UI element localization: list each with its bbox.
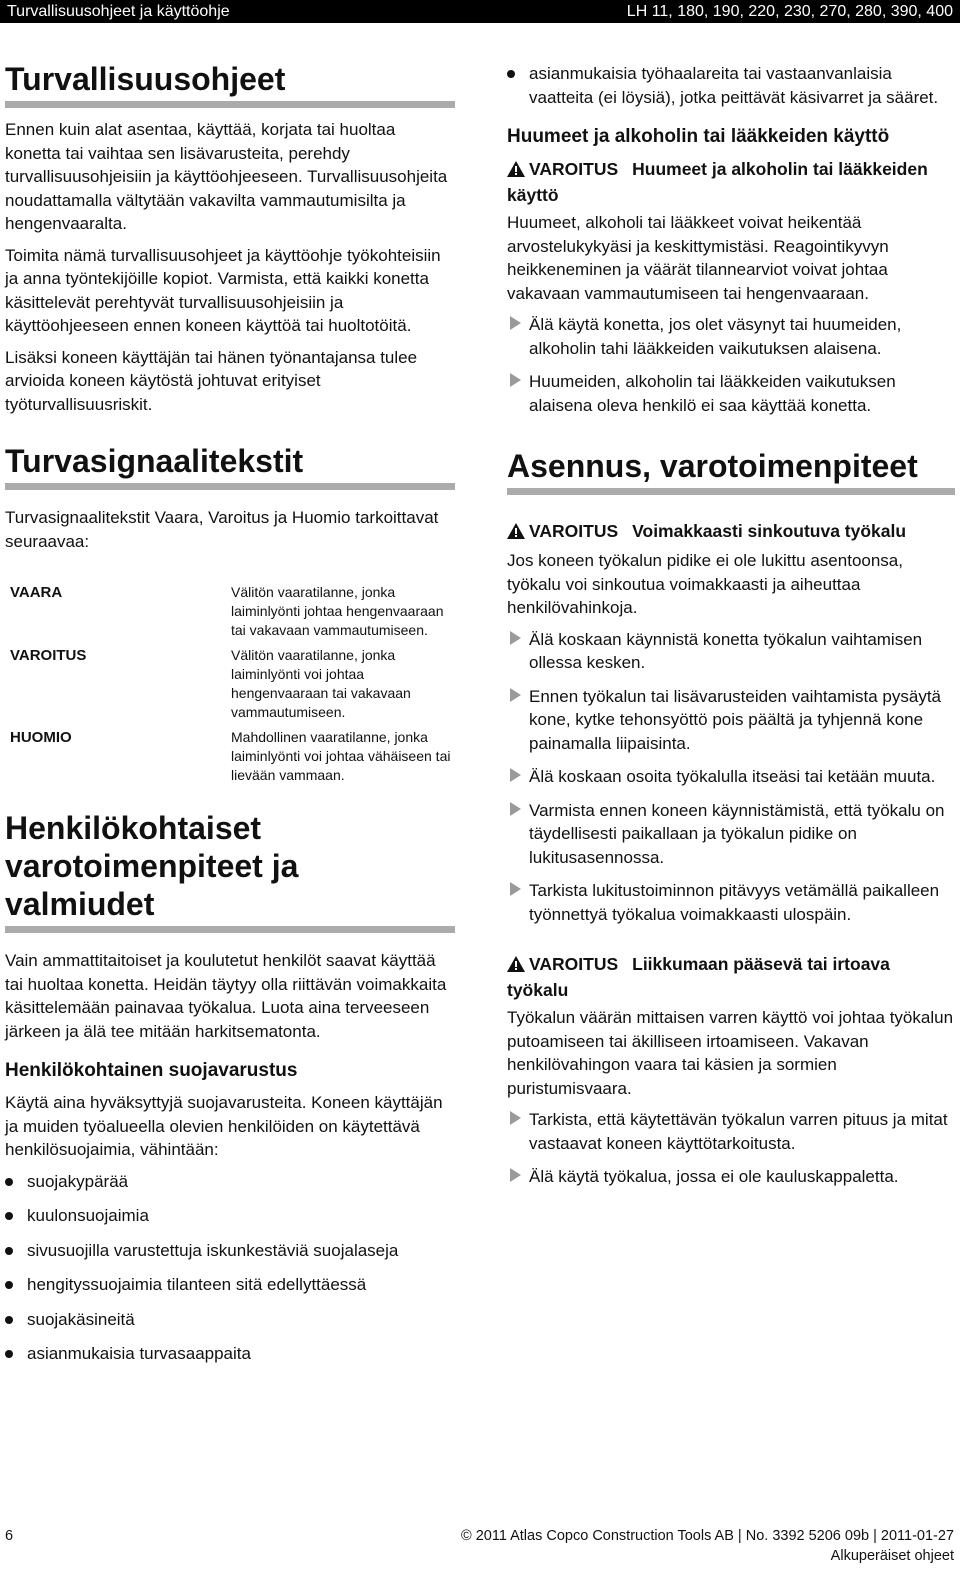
signal-section <box>5 442 455 490</box>
list-item: suojakypärää <box>5 1170 455 1194</box>
step-arrow-icon <box>510 1111 521 1125</box>
list-item: Tarkista lukitustoiminnon pitävyys vetämällä paikalleen työnnettyä työkalua voimakkaasti ulospäin. <box>507 879 955 926</box>
warning-triangle-icon <box>507 954 525 978</box>
heading-rule <box>5 101 455 108</box>
list-item: Tarkista, että käytettävän työkalun varren pituus ja mitat vastaavat koneen käyttötarkoitusta. <box>507 1108 955 1155</box>
step-arrow-icon <box>510 373 521 387</box>
drugs-heading: Huumeet ja alkoholin tai lääkkeiden käyttö <box>507 126 890 147</box>
loose-tool-warning <box>507 952 955 1002</box>
list-item: Älä käytä työkalua, jossa ei ole kauluskappaletta. <box>507 1165 955 1189</box>
personal-section <box>5 809 455 933</box>
heading-rule <box>5 926 455 933</box>
warning-title: Liikkumaan pääsevä tai irtoava työkalu <box>507 954 890 1000</box>
safety-paragraph-3: Lisäksi koneen käyttäjän tai hänen työnantajansa tulee arvioida koneen käytöstä johtuvat erityiset työturvallisuusriskit. <box>5 347 418 414</box>
step-arrow-icon <box>510 882 521 896</box>
warning-title: Voimakkaasti sinkoutuva työkalu <box>632 521 907 541</box>
bullet-dot-icon <box>5 1281 13 1289</box>
list-item: asianmukaisia turvasaappaita <box>5 1342 455 1366</box>
warning-triangle-icon <box>507 159 525 183</box>
install-heading: Asennus, varotoimenpiteet <box>507 448 918 484</box>
heading-rule <box>507 488 955 495</box>
bullet-dot-icon <box>5 1212 13 1220</box>
bullet-dot-icon <box>5 1247 13 1255</box>
warning-keyword: VAROITUS <box>529 521 619 541</box>
signal-desc: Välitön vaaratilanne, jonka laiminlyönti johtaa hengenvaaraan tai vakavaan vammautumiseen. <box>231 584 444 638</box>
step-arrow-icon <box>510 1168 521 1182</box>
copyright-line: © 2011 Atlas Copco Construction Tools AB | No. 3392 5206 09b | 2011-01-27 <box>460 1528 954 1544</box>
signal-term: VAROITUS <box>10 647 87 664</box>
personal-paragraph: Vain ammattitaitoiset ja koulutetut henkilöt saavat käyttää tai huoltaa konetta. Heidän täytyy olla riittävän voimakkaita käsittelemään painavaa työkalua. Luota aina terveeseen järkeen ja älä tee mitään harkitsematonta. <box>5 951 447 1041</box>
loose-tool-paragraph: Työkalun väärän mittaisen varren käyttö voi johtaa työkalun putoamiseen tai äkilliseen irtoamiseen. Vakavan henkilövahingon vaara tai käsien ja sormien puristumisvaara. <box>507 1008 954 1098</box>
protective-equipment-heading: Henkilökohtainen suojavarustus <box>5 1060 298 1081</box>
signal-desc: Mahdollinen vaaratilanne, jonka laiminlyönti voi johtaa vähäiseen tai lievään vammaan. <box>231 729 451 783</box>
warning-keyword: VAROITUS <box>529 954 619 974</box>
install-section <box>507 447 955 495</box>
tool-ejection-paragraph: Jos koneen työkalun pidike ei ole lukittu asentoonsa, työkalu voi sinkoutua voimakkaasti ja aiheuttaa henkilövahinkoja. <box>507 551 903 617</box>
list-item: hengityssuojaimia tilanteen sitä edellyttäessä <box>5 1273 455 1297</box>
bullet-dot-icon <box>5 1316 13 1324</box>
page-header <box>0 0 960 23</box>
heading-rule <box>5 483 455 490</box>
step-arrow-icon <box>510 768 521 782</box>
list-item: Älä koskaan käynnistä konetta työkalun vaihtamisen ollessa kesken. <box>507 628 955 675</box>
drugs-steps <box>507 313 955 417</box>
drugs-paragraph: Huumeet, alkoholi tai lääkkeet voivat heikentää arvostelukykyäsi ja keskittymistäsi. Reagointikyvyn heikkeneminen ja väärät tilannearviot voivat johtaa vakavaan vammautumiseen tai hengenvaaraan. <box>507 213 889 303</box>
safety-paragraph-1: Ennen kuin alat asentaa, käyttää, korjata tai huoltaa konetta tai vaihtaa sen lisävarusteita, perehdy turvallisuusohjeisiin ja käyttöohjeeseen. Turvallisuusohjeita noudattamalla vältytään vakavilta vammautumisilta ja hengenvaaralta. <box>5 120 448 233</box>
step-arrow-icon <box>510 802 521 816</box>
step-arrow-icon <box>510 316 521 330</box>
right-column <box>507 60 955 1199</box>
list-item: suojakäsineitä <box>5 1308 455 1332</box>
step-arrow-icon <box>510 631 521 645</box>
original-instructions-label: Alkuperäiset ohjeet <box>830 1548 954 1564</box>
safety-paragraph-2: Toimita nämä turvallisuusohjeet ja käyttöohje työkohteisiin ja anna työntekijöille kopiot. Varmista, että kaikki konetta käsittelevät perehtyvät turvallisuusohjeisiin ja käyttöohjeeseen ennen koneen käyttöä tai huoltotöitä. <box>5 245 441 335</box>
warning-title: Huumeet ja alkoholin tai lääkkeiden käyttö <box>507 159 928 205</box>
header-title: Turvallisuusohjeet ja käyttöohje <box>7 3 230 20</box>
safety-section <box>5 60 455 108</box>
list-item: kuulonsuojaimia <box>5 1204 455 1228</box>
signal-term: VAARA <box>10 584 63 601</box>
header-models: LH 11, 180, 190, 220, 230, 270, 280, 390, 400 <box>626 3 953 20</box>
page-number: 6 <box>5 1528 14 1544</box>
bullet-dot-icon <box>5 1350 13 1358</box>
list-item: Älä koskaan osoita työkalulla itseäsi tai ketään muuta. <box>507 765 955 789</box>
protective-equipment-paragraph: Käytä aina hyväksyttyjä suojavarusteita. Koneen käyttäjän ja muiden työalueella olevien henkilöiden on käytettävä henkilösuojaimia, vähintään: <box>5 1093 443 1159</box>
signal-heading: Turvasignaalitekstit <box>5 443 304 479</box>
protective-equipment-list <box>5 1170 455 1366</box>
bullet-dot-icon <box>507 70 515 78</box>
list-item: asianmukaisia työhaalareita tai vastaanvanlaisia vaatteita (ei löysiä), jotka peittävät käsivarret ja sääret. <box>507 62 955 109</box>
list-item: sivusuojilla varustettuja iskunkestäviä suojalaseja <box>5 1239 455 1263</box>
list-item: Huumeiden, alkoholin tai lääkkeiden vaikutuksen alaisena oleva henkilö ei saa käyttää konetta. <box>507 370 955 417</box>
warning-triangle-icon <box>507 521 525 545</box>
signal-intro: Turvasignaalitekstit Vaara, Varoitus ja Huomio tarkoittavat seuraavaa: <box>5 508 439 551</box>
list-item: Varmista ennen koneen käynnistämistä, että työkalu on täydellisesti paikallaan ja työkalun pidike on lukitusasennossa. <box>507 799 955 870</box>
left-column <box>5 60 455 1377</box>
personal-heading-line-2: varotoimenpiteet ja valmiudet <box>5 848 299 922</box>
signal-desc: Välitön vaaratilanne, jonka laiminlyönti voi johtaa hengenvaaraan tai vakavaan vammautumiseen. <box>231 647 411 720</box>
tool-ejection-warning <box>507 519 955 545</box>
signal-term: HUOMIO <box>10 729 72 746</box>
step-arrow-icon <box>510 688 521 702</box>
warning-keyword: VAROITUS <box>529 159 619 179</box>
protective-equipment-list-continued <box>507 62 955 109</box>
list-item: Älä käytä konetta, jos olet väsynyt tai huumeiden, alkoholin tahi lääkkeiden vaikutuksen alaisena. <box>507 313 955 360</box>
safety-heading: Turvallisuusohjeet <box>5 61 286 97</box>
drugs-warning <box>507 157 955 207</box>
bullet-dot-icon <box>5 1178 13 1186</box>
signal-table <box>5 583 455 791</box>
personal-heading-line-1: Henkilökohtaiset <box>5 810 262 846</box>
loose-tool-steps <box>507 1108 955 1189</box>
tool-ejection-steps <box>507 628 955 927</box>
list-item: Ennen työkalun tai lisävarusteiden vaihtamista pysäytä kone, kytke tehonsyöttö pois päältä ja tyhjennä kone painamalla liipaisinta. <box>507 685 955 756</box>
